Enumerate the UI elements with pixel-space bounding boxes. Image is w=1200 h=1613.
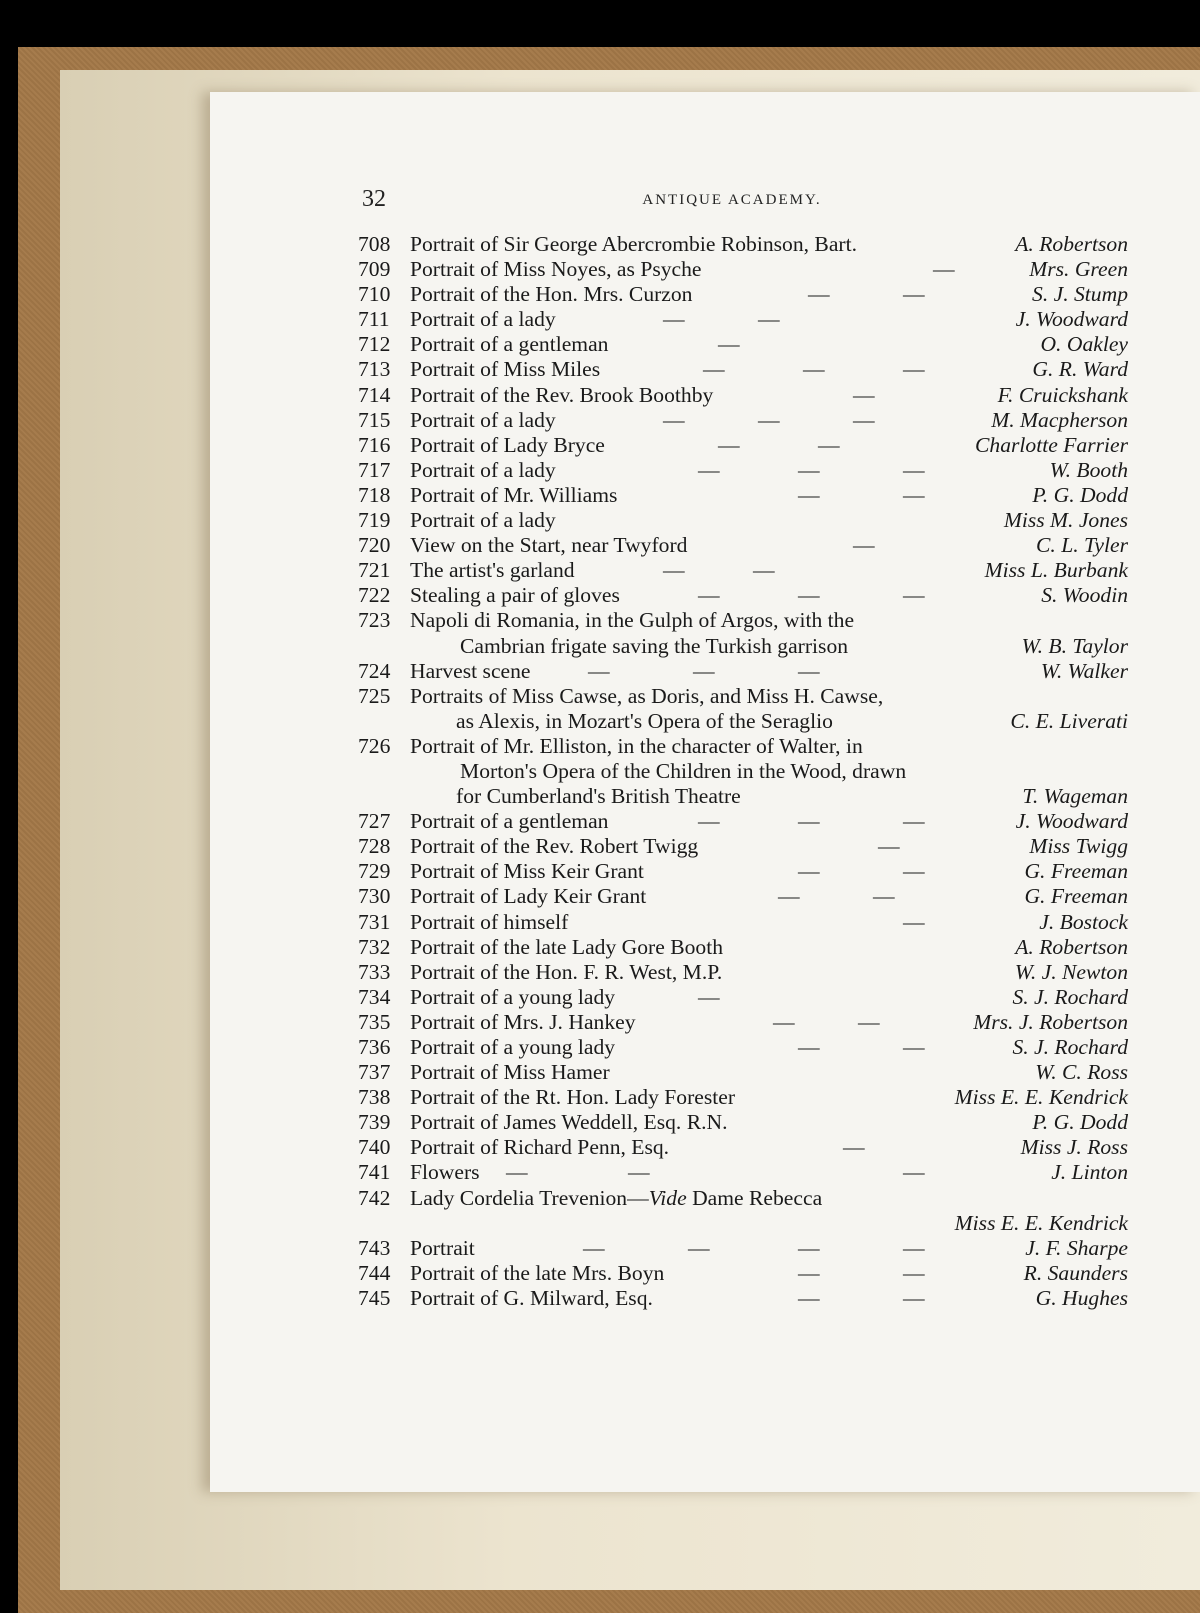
- entry-title: Portrait: [410, 1235, 475, 1260]
- entry-artist: G. Freeman: [1024, 859, 1128, 884]
- leader-dash: —: [506, 1160, 528, 1185]
- catalogue-entry: [358, 508, 1128, 533]
- leader-dash: —: [903, 1235, 925, 1260]
- entry-title: Portrait of a lady: [410, 407, 556, 432]
- catalogue-entry: [358, 1010, 1128, 1035]
- entry-title: Portrait of Sir George Abercrombie Robinson, Bart.: [410, 232, 857, 256]
- entry-number: 729: [358, 859, 391, 884]
- entry-number: 716: [358, 432, 391, 457]
- entry-title-vide: Vide: [648, 1185, 687, 1210]
- leader-dash: —: [628, 1160, 650, 1185]
- entry-number: 735: [358, 1009, 391, 1034]
- entry-artist: Miss L. Burbank: [984, 558, 1128, 583]
- leader-dash: —: [903, 583, 925, 608]
- leader-dash: —: [698, 457, 720, 482]
- entry-number: 742: [358, 1185, 391, 1210]
- entry-artist: Miss E. E. Kendrick: [954, 1085, 1128, 1110]
- entry-title-continuation: Cambrian frigate saving the Turkish garrison: [460, 633, 849, 658]
- catalogue-entry: [358, 458, 1128, 483]
- leader-dash: —: [843, 1135, 865, 1160]
- entry-title: Portrait of the Hon. Mrs. Curzon: [410, 282, 693, 307]
- entry-artist: G. Hughes: [1035, 1285, 1128, 1310]
- leader-dash: —: [663, 558, 685, 583]
- entry-number: 743: [358, 1235, 391, 1260]
- entry-title: Harvest scene: [410, 658, 531, 683]
- entry-artist: S. Woodin: [1041, 583, 1128, 608]
- leader-dash: —: [798, 859, 820, 884]
- entry-title: Portrait of a lady: [410, 307, 556, 332]
- entry-number: 727: [358, 809, 391, 834]
- entry-title: Portrait of the Rt. Hon. Lady Forester: [410, 1085, 736, 1110]
- leader-dash: —: [753, 558, 775, 583]
- entry-number: 709: [358, 257, 391, 282]
- leader-dash: —: [663, 307, 685, 332]
- entry-title: Portrait of himself: [410, 909, 569, 934]
- entry-title-continuation: Morton's Opera of the Children in the Wood, drawn: [460, 758, 907, 783]
- entry-number: 718: [358, 482, 391, 507]
- entry-artist: F. Cruickshank: [997, 382, 1128, 407]
- leader-dash: —: [693, 658, 715, 683]
- entry-title-continuation: as Alexis, in Mozart's Opera of the Seraglio: [456, 708, 833, 733]
- entry-artist: O. Oakley: [1040, 332, 1128, 357]
- entry-number: 738: [358, 1085, 391, 1110]
- leader-dash: —: [903, 909, 925, 934]
- leader-dash: —: [933, 257, 955, 282]
- leader-dash: —: [798, 1035, 820, 1059]
- entry-title-text: Dame Rebecca: [686, 1185, 823, 1210]
- catalogue-entry: [358, 533, 1128, 558]
- entry-artist: J. F. Sharpe: [1025, 1235, 1128, 1260]
- entry-title: Portrait of a gentleman: [410, 332, 609, 357]
- leader-dash: —: [718, 332, 740, 357]
- leader-dash: —: [698, 809, 720, 834]
- entry-artist: W. C. Ross: [1035, 1060, 1128, 1085]
- entry-title-text: Lady Cordelia Trevenion—: [410, 1185, 649, 1210]
- entry-title: Portrait of a lady: [410, 457, 556, 482]
- catalogue-entry: [358, 684, 1128, 709]
- catalogue-entry: [358, 558, 1128, 583]
- entry-artist: Miss Twigg: [1029, 834, 1128, 859]
- leader-dash: —: [903, 1035, 925, 1059]
- entry-number: 722: [358, 583, 391, 608]
- leader-dash: —: [903, 282, 925, 307]
- leader-dash: —: [703, 357, 725, 382]
- entry-title: Portrait of Mrs. J. Hankey: [410, 1009, 636, 1034]
- leader-dash: —: [903, 1285, 925, 1310]
- page-number: 32: [362, 186, 386, 212]
- catalogue-entry: [358, 307, 1128, 332]
- entry-title: Portrait of Mr. Williams: [410, 482, 618, 507]
- catalogue-entry: [358, 1286, 1128, 1311]
- leader-dash: —: [903, 1260, 925, 1285]
- leader-dash: —: [798, 1235, 820, 1260]
- entry-artist: Miss J. Ross: [1020, 1135, 1128, 1160]
- leader-dash: —: [873, 884, 895, 909]
- leader-dash: —: [903, 809, 925, 834]
- entry-title: Portrait of a young lady: [410, 984, 616, 1009]
- leader-dash: —: [903, 357, 925, 382]
- leader-dash: —: [798, 482, 820, 507]
- entry-title: Portrait of the late Lady Gore Booth: [410, 934, 724, 959]
- entry-artist: W. Walker: [1040, 658, 1128, 683]
- catalogue-entry: [358, 809, 1128, 834]
- catalogue-entry-continuation: [358, 634, 1128, 659]
- entry-artist: A. Robertson: [1015, 232, 1128, 256]
- leader-dash: —: [798, 1260, 820, 1285]
- entry-title: Portraits of Miss Cawse, as Doris, and Miss H. Cawse,: [410, 683, 884, 708]
- leader-dash: —: [903, 859, 925, 884]
- entry-number: 737: [358, 1060, 391, 1085]
- catalogue-entry: [358, 257, 1128, 282]
- entry-number: 741: [358, 1160, 391, 1185]
- catalogue-entry: [358, 734, 1128, 759]
- catalogue-entry: [358, 1186, 1128, 1211]
- catalogue-entry: [358, 232, 1128, 257]
- entry-number: 714: [358, 382, 391, 407]
- catalogue-entry: [358, 1135, 1128, 1160]
- leader-dash: —: [878, 834, 900, 859]
- entry-artist: J. Woodward: [1015, 809, 1128, 834]
- leader-dash: —: [858, 1009, 880, 1034]
- catalogue-entries: [358, 232, 1128, 1311]
- entry-number: 731: [358, 909, 391, 934]
- entry-number: 736: [358, 1035, 391, 1059]
- entry-title: Portrait of a gentleman: [410, 809, 609, 834]
- entry-title: Flowers: [410, 1160, 480, 1185]
- leader-dash: —: [663, 407, 685, 432]
- catalogue-entry: [358, 483, 1128, 508]
- entry-artist: P. G. Dodd: [1032, 482, 1128, 507]
- entry-number: 725: [358, 683, 391, 708]
- entry-number: 708: [358, 232, 391, 256]
- entry-title: The artist's garland: [410, 558, 575, 583]
- entry-artist: W. Booth: [1049, 457, 1128, 482]
- entry-title: Portrait of Miss Miles: [410, 357, 601, 382]
- entry-title: Portrait of Mr. Elliston, in the character of Walter, in: [410, 733, 863, 758]
- entry-title: View on the Start, near Twyford: [410, 533, 688, 558]
- entry-title: Portrait of Richard Penn, Esq.: [410, 1135, 670, 1160]
- entry-artist: S. J. Rochard: [1012, 984, 1128, 1009]
- entry-artist: Miss M. Jones: [1003, 508, 1128, 533]
- leader-dash: —: [798, 1285, 820, 1310]
- entry-number: 717: [358, 457, 391, 482]
- catalogue-entry: [358, 383, 1128, 408]
- catalogue-entry-continuation: [358, 709, 1128, 734]
- leader-dash: —: [588, 658, 610, 683]
- leader-dash: —: [688, 1235, 710, 1260]
- entry-artist: P. G. Dodd: [1032, 1110, 1128, 1135]
- entry-title: Portrait of James Weddell, Esq. R.N.: [410, 1110, 728, 1135]
- leader-dash: —: [903, 457, 925, 482]
- catalogue-entry: [358, 1035, 1128, 1060]
- entry-title: Stealing a pair of gloves: [410, 583, 620, 608]
- catalogue-entry: [358, 1085, 1128, 1110]
- leader-dash: —: [803, 357, 825, 382]
- leader-dash: —: [818, 432, 840, 457]
- leader-dash: —: [698, 583, 720, 608]
- entry-number: 728: [358, 834, 391, 859]
- leader-dash: —: [798, 457, 820, 482]
- entry-artist: W. J. Newton: [1014, 959, 1128, 984]
- entry-title: Portrait of Miss Keir Grant: [410, 859, 644, 884]
- catalogue-entry: [358, 935, 1128, 960]
- entry-artist: Mrs. Green: [1029, 257, 1128, 282]
- leader-dash: —: [698, 984, 720, 1009]
- entry-number: 745: [358, 1285, 391, 1310]
- entry-title: [410, 1186, 822, 1211]
- entry-number: 726: [358, 733, 391, 758]
- catalogue-entry: [358, 960, 1128, 985]
- entry-number: 739: [358, 1110, 391, 1135]
- entry-artist: S. J. Stump: [1032, 282, 1128, 307]
- catalogue-entry: [358, 834, 1128, 859]
- entry-number: 723: [358, 608, 391, 633]
- leader-dash: —: [798, 809, 820, 834]
- entry-title: Portrait of Miss Hamer: [410, 1060, 610, 1085]
- entry-title: Portrait of the Hon. F. R. West, M.P.: [410, 959, 723, 984]
- catalogue-entry: [358, 433, 1128, 458]
- entry-artist: J. Bostock: [1039, 909, 1128, 934]
- entry-number: 713: [358, 357, 391, 382]
- leader-dash: —: [903, 1160, 925, 1185]
- entry-title: Portrait of Miss Noyes, as Psyche: [410, 257, 702, 282]
- entry-artist: C. E. Liverati: [1010, 708, 1128, 733]
- leader-dash: —: [758, 307, 780, 332]
- entry-title-continuation: for Cumberland's British Theatre: [456, 784, 741, 809]
- entry-artist: W. B. Taylor: [1021, 633, 1128, 658]
- entry-title: Portrait of the Rev. Brook Boothby: [410, 382, 714, 407]
- entry-number: 720: [358, 533, 391, 558]
- entry-artist: G. R. Ward: [1032, 357, 1128, 382]
- entry-number: 719: [358, 508, 391, 533]
- entry-artist: A. Robertson: [1015, 934, 1128, 959]
- catalogue-entry: [358, 659, 1128, 684]
- leader-dash: —: [903, 482, 925, 507]
- catalogue-entry: [358, 1110, 1128, 1135]
- leader-dash: —: [798, 583, 820, 608]
- catalogue-entry: [358, 332, 1128, 357]
- entry-artist: J. Linton: [1051, 1160, 1128, 1185]
- entry-artist: M. Macpherson: [991, 407, 1128, 432]
- catalogue-entry-continuation: [358, 784, 1128, 809]
- entry-number: 744: [358, 1260, 391, 1285]
- catalogue-entry: [358, 884, 1128, 909]
- entry-artist: S. J. Rochard: [1012, 1035, 1128, 1059]
- entry-artist: Mrs. J. Robertson: [973, 1009, 1128, 1034]
- page-header: [362, 186, 1102, 216]
- entry-number: 721: [358, 558, 391, 583]
- leader-dash: —: [853, 407, 875, 432]
- entry-artist: C. L. Tyler: [1036, 533, 1128, 558]
- entry-number: 730: [358, 884, 391, 909]
- catalogue-entry: [358, 1236, 1128, 1261]
- catalogue-entry: [358, 910, 1128, 935]
- leader-dash: —: [773, 1009, 795, 1034]
- catalogue-entry-continuation: [358, 759, 1128, 784]
- entry-title: Portrait of G. Milward, Esq.: [410, 1285, 653, 1310]
- entry-number: 712: [358, 332, 391, 357]
- entry-artist: J. Woodward: [1015, 307, 1128, 332]
- catalogue-entry-continuation: [358, 1211, 1128, 1236]
- entry-title: Napoli di Romania, in the Gulph of Argos, with the: [410, 608, 855, 633]
- entry-artist: Miss E. E. Kendrick: [954, 1210, 1128, 1235]
- catalogue-entry: [358, 1261, 1128, 1286]
- entry-artist: R. Saunders: [1023, 1260, 1128, 1285]
- entry-title: Portrait of a young lady: [410, 1035, 616, 1059]
- entry-artist: G. Freeman: [1024, 884, 1128, 909]
- entry-number: 734: [358, 984, 391, 1009]
- entry-number: 733: [358, 959, 391, 984]
- entry-title: Portrait of the late Mrs. Boyn: [410, 1260, 665, 1285]
- entry-artist: T. Wageman: [1022, 784, 1128, 809]
- entry-title: Portrait of Lady Keir Grant: [410, 884, 647, 909]
- catalogue-entry: [358, 583, 1128, 608]
- catalogue-entry: [358, 357, 1128, 382]
- entry-number: 724: [358, 658, 391, 683]
- leader-dash: —: [853, 533, 875, 558]
- entry-artist: Charlotte Farrier: [975, 432, 1128, 457]
- leader-dash: —: [778, 884, 800, 909]
- entry-number: 711: [358, 307, 390, 332]
- leader-dash: —: [853, 382, 875, 407]
- entry-number: 732: [358, 934, 391, 959]
- catalogue-entry: [358, 408, 1128, 433]
- leader-dash: —: [798, 658, 820, 683]
- catalogue-entry: [358, 1160, 1128, 1185]
- entry-number: 715: [358, 407, 391, 432]
- entry-title: Portrait of the Rev. Robert Twigg: [410, 834, 699, 859]
- leader-dash: —: [718, 432, 740, 457]
- catalogue-entry: [358, 985, 1128, 1010]
- catalogue-entry: [358, 282, 1128, 307]
- entry-title: Portrait of Lady Bryce: [410, 432, 605, 457]
- catalogue-entry: [358, 608, 1128, 633]
- entry-number: 740: [358, 1135, 391, 1160]
- entry-number: 710: [358, 282, 391, 307]
- catalogue-entry: [358, 1060, 1128, 1085]
- entry-title: Portrait of a lady: [410, 508, 556, 533]
- leader-dash: —: [808, 282, 830, 307]
- leader-dash: —: [758, 407, 780, 432]
- leader-dash: —: [583, 1235, 605, 1260]
- running-head: ANTIQUE ACADEMY.: [642, 192, 822, 208]
- catalogue-entry: [358, 859, 1128, 884]
